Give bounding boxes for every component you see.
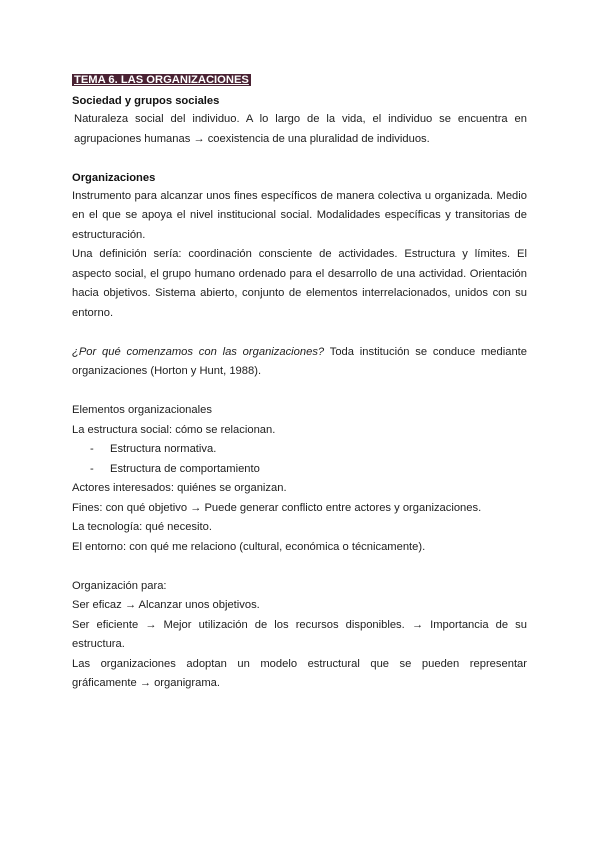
line-eficaz: Ser eficaz → Alcanzar unos objetivos. [72, 599, 260, 611]
heading-sociedad: Sociedad y grupos sociales [72, 95, 220, 107]
question-rest: Toda institución se conduce mediante organizaciones (Horton y Hunt, 1988). [72, 345, 527, 377]
line-eficiente: Ser eficiente → Mejor utilización de los recursos disponibles. → Importancia de su estructura. [72, 618, 527, 650]
page-title: TEMA 6. LAS ORGANIZACIONES [74, 74, 249, 86]
line-entorno: El entorno: con qué me relaciono (cultural, económica o técnicamente). [72, 540, 426, 553]
paragraph-sociedad: Naturaleza social del individuo. A lo largo de la vida, el individuo se encuentra en agrupaciones humanas → coexistencia de una pluralidad de individuos. [74, 113, 527, 145]
document-body [72, 72, 527, 694]
title-row [72, 72, 527, 88]
heading-elementos: Elementos organizacionales [72, 404, 212, 416]
line-tecnologia: La tecnología: qué necesito. [72, 521, 212, 533]
question-italic: ¿Por qué comenzamos con las organizaciones? [72, 345, 325, 358]
line-actores: Actores interesados: quiénes se organizan. [72, 482, 287, 494]
paragraph-definicion: Una definición sería: coordinación consciente de actividades. Estructura y límites. El aspecto social, el grupo humano ordenado para el desarrollo de una actividad. Orientación hacia objetivos. Sistema abierto, conjunto de elementos interrelacionados, unidos con su entorno. [72, 248, 527, 319]
heading-organizacion-para: Organización para: [72, 579, 167, 592]
line-organigrama: Las organizaciones adoptan un modelo estructural que se pueden representar gráficamente → organigrama. [72, 657, 527, 689]
paragraph-question [72, 343, 527, 382]
structure-list [72, 440, 527, 479]
list-item: - Estructura de comportamiento [90, 460, 527, 480]
heading-organizaciones: Organizaciones [72, 171, 156, 184]
line-fines: Fines: con qué objetivo → Puede generar conflicto entre actores y organizaciones. [72, 501, 482, 514]
list-item: - Estructura normativa. [90, 440, 527, 460]
paragraph-instrumento: Instrumento para alcanzar unos fines específicos de manera colectiva u organizada. Medio en el que se apoya el nivel institucional social. Modalidades específicas y transitorias de estructuración. [72, 189, 527, 241]
line-estructura-social: La estructura social: cómo se relacionan. [72, 423, 276, 436]
